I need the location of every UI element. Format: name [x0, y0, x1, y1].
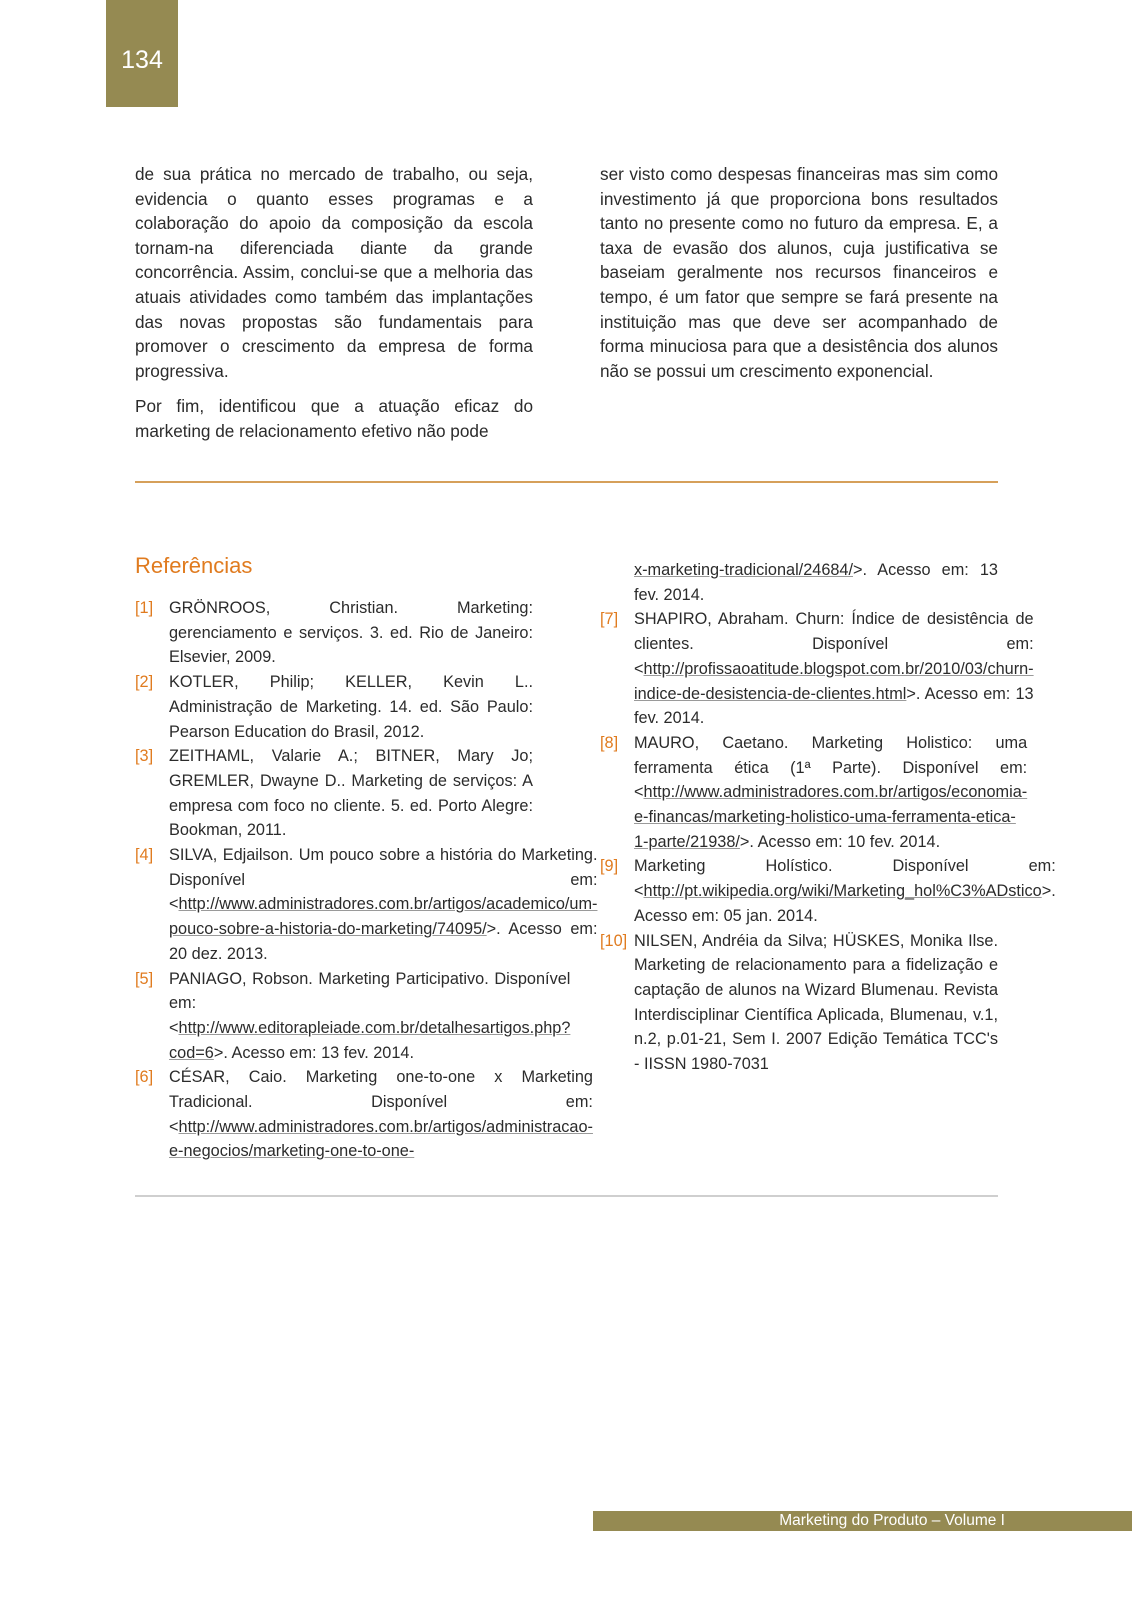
- body-paragraph: Por fim, identificou que a atuação eficaz do marketing de relacionamento efetivo não pode: [135, 396, 533, 441]
- reference-text: CÉSAR, Caio. Marketing one-to-one x Marketing Tradicional. Disponível em: <: [169, 1068, 593, 1136]
- section-divider: [135, 481, 998, 483]
- reference-number: [4]: [135, 846, 154, 865]
- reference-link[interactable]: http://www.editorapleiade.com.br/detalhesartigos.php?cod=6: [169, 1018, 571, 1062]
- reference-item: [600, 731, 1028, 855]
- reference-link[interactable]: http://www.administradores.com.br/artigos/administracao-e-negocios/marketing-one-to-one-: [169, 1117, 593, 1161]
- page-number: 134: [121, 46, 163, 74]
- reference-number: [2]: [135, 673, 154, 692]
- reference-access: >. Acesso em: 13 fev. 2014.: [634, 561, 998, 604]
- body-paragraph: de sua prática no mercado de trabalho, ou seja, evidencia o quanto esses programas e a colaboração do apoio da composição da escola tornam-na diferenciada diante da grande concorrência. Assim, conclui-se que a melhoria das atuais atividades como também das implantações das novas propostas são fundamentais para promover o crescimento da empresa de forma progressiva.: [135, 164, 533, 381]
- reference-number: [3]: [135, 747, 154, 766]
- reference-access: >. Acesso em: 20 dez. 2013.: [169, 920, 598, 963]
- reference-access: >. Acesso em: 13 fev. 2014.: [213, 1043, 414, 1062]
- body-left-column: [135, 162, 533, 455]
- reference-item: [600, 854, 1056, 928]
- footer-title: Marketing do Produto – Volume I: [779, 1512, 1005, 1529]
- references-heading: Referências: [135, 553, 253, 578]
- reference-access: >. Acesso em: 13 fev. 2014.: [634, 684, 1034, 728]
- reference-link[interactable]: http://profissaoatitude.blogspot.com.br/2010/03/churn-indice-de-desistencia-de-clientes.html: [634, 659, 1034, 703]
- reference-access: >. Acesso em: 05 jan. 2014.: [634, 882, 1056, 925]
- reference-item: [600, 929, 998, 1077]
- references-left-column: [135, 596, 598, 1164]
- reference-text: KOTLER, Philip; KELLER, Kevin L.. Administração de Marketing. 14. ed. São Paulo: Pearson Education do Brasil, 2012.: [169, 673, 533, 741]
- body-right-column: [600, 162, 998, 394]
- reference-text: NILSEN, Andréia da Silva; HÜSKES, Monika Ilse. Marketing de relacionamento para a fidelização e captação de alunos na Wizard Blumenau. Revista Interdisciplinar Científica Aplicada, Blumenau, v.1, n.2, p.01-21, Sem I. 2007 Edição Temática TCC's - IISSN 1980-7031: [634, 931, 998, 1074]
- reference-item: [600, 607, 1034, 731]
- reference-link[interactable]: x-marketing-tradicional/24684/: [634, 561, 854, 579]
- references-right-column: [600, 558, 1056, 1077]
- reference-number: [10]: [600, 931, 628, 950]
- reference-number: [8]: [600, 733, 619, 752]
- reference-text: SILVA, Edjailson. Um pouco sobre a história do Marketing. Disponível em: <: [169, 846, 598, 914]
- reference-continuation: [600, 558, 998, 607]
- reference-item: [135, 843, 598, 967]
- reference-text: Marketing Holístico. Disponível em: <: [634, 857, 1056, 901]
- reference-item: [135, 744, 533, 843]
- reference-number: [7]: [600, 610, 619, 629]
- reference-item: [135, 670, 533, 744]
- reference-text: PANIAGO, Robson. Marketing Participativo. Disponível em: <: [169, 969, 571, 1037]
- reference-link[interactable]: http://www.administradores.com.br/artigos/economia-e-financas/marketing-holistico-uma-ferramenta-etica-1-parte/21938/: [634, 783, 1028, 851]
- reference-text: ZEITHAML, Valarie A.; BITNER, Mary Jo; GREMLER, Dwayne D.. Marketing de serviços: A empresa com foco no cliente. 5. ed. Porto Alegre: Bookman, 2011.: [169, 747, 533, 840]
- reference-item: [135, 967, 571, 1066]
- reference-number: [6]: [135, 1068, 154, 1087]
- reference-link[interactable]: http://pt.wikipedia.org/wiki/Marketing_hol%C3%ADstico: [643, 882, 1042, 901]
- reference-number: [1]: [135, 599, 154, 617]
- reference-item: [135, 596, 533, 670]
- footer-bar: [593, 1511, 1132, 1531]
- reference-access: >. Acesso em: 10 fev. 2014.: [739, 832, 941, 851]
- body-paragraph: ser visto como despesas financeiras mas sim como investimento já que proporciona bons resultados tanto no presente como no futuro da empresa. E, a taxa de evasão dos alunos, cuja justificativa se baseiam geralmente nos recursos financeiros e tempo, é um fator que sempre se fará presente na instituição mas que deve ser acompanhado de forma minuciosa para que a desistência dos alunos não se possui um crescimento exponencial.: [600, 164, 998, 381]
- reference-item: [135, 1065, 593, 1164]
- references-divider: [135, 1195, 998, 1197]
- reference-number: [9]: [600, 857, 619, 876]
- reference-number: [5]: [135, 969, 154, 988]
- reference-text: SHAPIRO, Abraham. Churn: Índice de desistência de clientes. Disponível em: <: [634, 610, 1034, 678]
- reference-text: MAURO, Caetano. Marketing Holistico: uma ferramenta ética (1ª Parte). Disponível em: <: [634, 733, 1028, 802]
- reference-text: GRÖNROOS, Christian. Marketing: gerenciamento e serviços. 3. ed. Rio de Janeiro: Elsevier, 2009.: [169, 599, 533, 667]
- page-number-tab: [106, 0, 178, 107]
- reference-link[interactable]: http://www.administradores.com.br/artigos/academico/um-pouco-sobre-a-historia-do-marketing/74095/: [169, 895, 598, 939]
